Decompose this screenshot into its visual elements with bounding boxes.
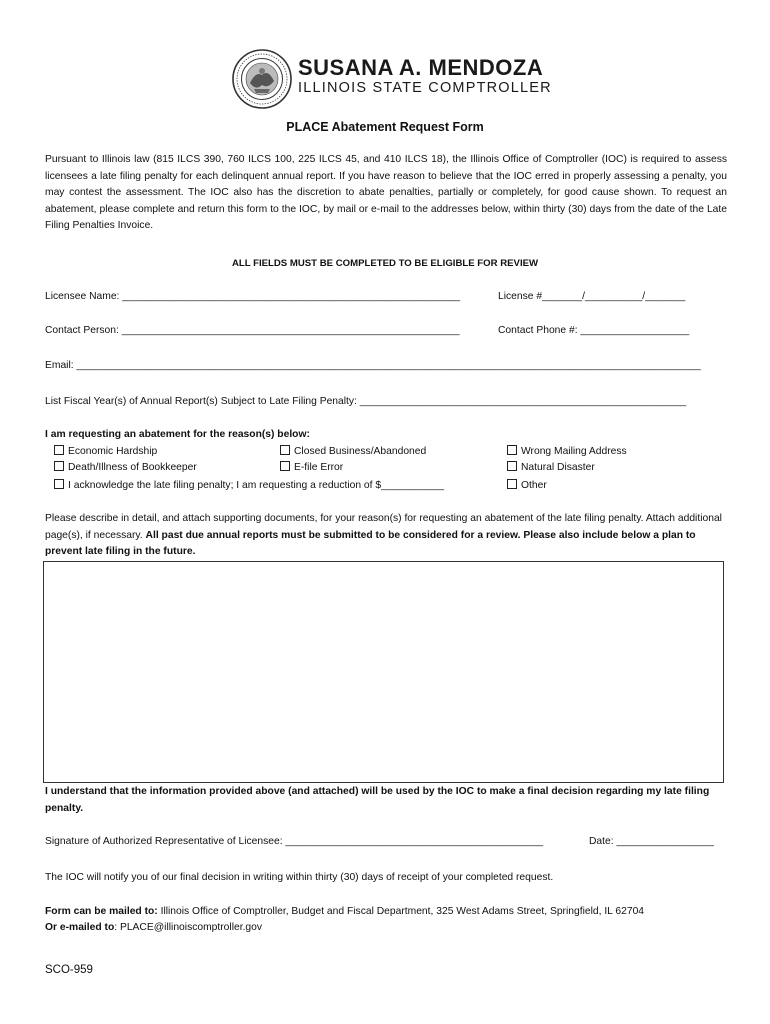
checkbox[interactable]	[507, 461, 517, 471]
comptroller-office: ILLINOIS STATE COMPTROLLER	[298, 80, 552, 96]
understand-statement: I understand that the information provided above (and attached) will be used by the IOC to make a final decision regarding my late filing penalty.	[45, 786, 710, 814]
intro-paragraph: Pursuant to Illinois law (815 ILCS 390, 760 ILCS 100, 225 ILCS 45, and 410 ILCS 18), the Illinois Office of Comptroller (IOC) is required to assess licensees a late filing penalty for each delinquent annual report. If you have reason to believe that the IOC erred in properly assessing a penalty, you may contest the assessment. The IOC also has the discretion to abate penalties, partially or completely, for good cause shown. To request an abatement, please complete and return this form to the IOC, by mail or e-mail to the addresses below, within thirty (30) days from the date of the Late Filing Penalties Invoice.	[45, 154, 727, 231]
checkbox-label: Closed Business/Abandoned	[294, 446, 427, 457]
form-title: PLACE Abatement Request Form	[286, 120, 484, 134]
licensee-name-field[interactable]: Licensee Name: ___________________________________________________________	[45, 291, 461, 302]
checkbox-label: Wrong Mailing Address	[521, 446, 627, 457]
illinois-seal-icon	[232, 49, 292, 109]
mail-address: Illinois Office of Comptroller, Budget and Fiscal Department, 325 West Adams Street, Springfield, IL 62704	[157, 906, 645, 917]
reason-economic-hardship[interactable]	[54, 444, 157, 461]
checkbox[interactable]	[54, 445, 64, 455]
checkbox[interactable]	[280, 461, 290, 471]
signature-field[interactable]: Signature of Authorized Representative of Licensee: _____________________________________________	[45, 836, 544, 847]
checkbox-label: E-file Error	[294, 462, 344, 473]
checkbox[interactable]	[54, 461, 64, 471]
form-code: SCO-959	[45, 964, 93, 976]
description-textarea[interactable]	[43, 561, 724, 783]
date-field[interactable]: Date: _________________	[589, 836, 714, 847]
reason-closed-business[interactable]	[280, 444, 426, 461]
checkbox[interactable]	[54, 479, 64, 489]
reason-wrong-address[interactable]	[507, 444, 627, 461]
required-notice: ALL FIELDS MUST BE COMPLETED TO BE ELIGIBLE FOR REVIEW	[231, 258, 539, 269]
mail-label: Form can be mailed to:	[45, 906, 158, 917]
email-field[interactable]: Email: _____________________________________________________________________________________________________________	[45, 360, 701, 371]
checkbox-label: Natural Disaster	[521, 462, 595, 473]
email-address-line	[45, 920, 262, 937]
email-label: Or e-mailed to	[45, 922, 115, 933]
comptroller-name: SUSANA A. MENDOZA	[298, 55, 544, 80]
checkbox-label: Economic Hardship	[68, 446, 158, 457]
fiscal-years-field[interactable]: List Fiscal Year(s) of Annual Report(s) Subject to Late Filing Penalty: _________________________________________________________	[45, 396, 687, 407]
checkbox[interactable]	[507, 479, 517, 489]
checkbox-label: Death/Illness of Bookkeeper	[68, 462, 197, 473]
contact-person-field[interactable]: Contact Person: ___________________________________________________________	[45, 325, 460, 336]
license-number-field[interactable]: License #_______/__________/_______	[498, 291, 686, 302]
reasons-heading: I am requesting an abatement for the reason(s) below:	[45, 429, 310, 440]
reason-efile-error[interactable]	[280, 460, 343, 477]
reason-other[interactable]	[507, 478, 547, 495]
checkbox-label: Other	[521, 480, 547, 491]
checkbox-label: I acknowledge the late filing penalty; I am requesting a reduction of $___________	[68, 480, 445, 491]
contact-phone-field[interactable]: Contact Phone #: ___________________	[498, 325, 690, 336]
describe-bold-text: All past due annual reports must be submitted to be considered for a review. Please also include below a plan to prevent late filing in the future.	[45, 529, 696, 557]
reason-death-illness[interactable]	[54, 460, 197, 477]
describe-instructions	[45, 511, 727, 561]
mail-address-line	[45, 904, 644, 921]
reason-acknowledge-reduction[interactable]	[54, 478, 444, 495]
checkbox[interactable]	[280, 445, 290, 455]
describe-text: Please describe in detail, and attach supporting documents, for your reason(s) for requesting an abatement of the late filing penalty. Attach additional page(s), if necessary.	[45, 513, 722, 541]
email-address: : PLACE@illinoiscomptroller.gov	[114, 922, 263, 933]
notify-statement: The IOC will notify you of our final decision in writing within thirty (30) days of receipt of your completed request.	[45, 872, 554, 883]
reason-natural-disaster[interactable]	[507, 460, 595, 477]
checkbox[interactable]	[507, 445, 517, 455]
